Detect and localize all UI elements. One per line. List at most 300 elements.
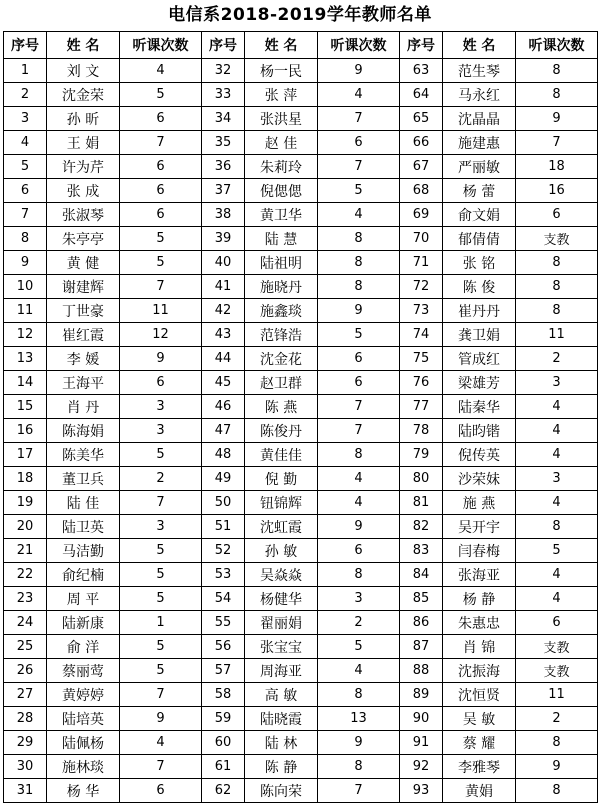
count-cell: 3 [516,371,598,395]
count-cell: 8 [318,251,400,275]
index-cell: 47 [202,419,245,443]
name-cell: 赵卫群 [245,371,318,395]
table-row [4,779,598,803]
index-cell: 59 [202,707,245,731]
index-cell: 33 [202,83,245,107]
count-cell: 9 [318,59,400,83]
index-cell: 23 [4,587,47,611]
name-cell: 陆佩杨 [47,731,120,755]
name-cell: 李雅琴 [443,755,516,779]
count-cell: 8 [516,299,598,323]
name-cell: 倪传英 [443,443,516,467]
table-row [4,611,598,635]
count-cell: 7 [120,491,202,515]
count-cell: 5 [120,659,202,683]
count-cell: 4 [516,563,598,587]
name-cell: 杨 静 [443,587,516,611]
name-cell: 崔丹丹 [443,299,516,323]
name-cell: 杨 蕾 [443,179,516,203]
index-cell: 16 [4,419,47,443]
name-cell: 沈金花 [245,347,318,371]
table-row [4,347,598,371]
header-name-1: 姓 名 [47,32,120,59]
count-cell: 5 [120,539,202,563]
count-cell: 支教 [516,635,598,659]
table-row [4,323,598,347]
index-cell: 26 [4,659,47,683]
count-cell: 8 [318,683,400,707]
name-cell: 管成红 [443,347,516,371]
name-cell: 陈 燕 [245,395,318,419]
index-cell: 3 [4,107,47,131]
count-cell: 5 [318,635,400,659]
name-cell: 许为芹 [47,155,120,179]
name-cell: 陆新康 [47,611,120,635]
header-count-1: 听课次数 [120,32,202,59]
count-cell: 4 [318,467,400,491]
index-cell: 62 [202,779,245,803]
index-cell: 85 [400,587,443,611]
index-cell: 69 [400,203,443,227]
count-cell: 7 [318,419,400,443]
table-row [4,731,598,755]
count-cell: 8 [318,227,400,251]
name-cell: 陆培英 [47,707,120,731]
index-cell: 6 [4,179,47,203]
index-cell: 87 [400,635,443,659]
name-cell: 杨 华 [47,779,120,803]
count-cell: 8 [516,251,598,275]
name-cell: 施晓丹 [245,275,318,299]
index-cell: 31 [4,779,47,803]
name-cell: 王海平 [47,371,120,395]
index-cell: 8 [4,227,47,251]
name-cell: 谢建辉 [47,275,120,299]
name-cell: 陈 静 [245,755,318,779]
count-cell: 4 [120,731,202,755]
count-cell: 4 [318,203,400,227]
count-cell: 5 [120,587,202,611]
table-row [4,683,598,707]
index-cell: 15 [4,395,47,419]
header-name-2: 姓 名 [245,32,318,59]
count-cell: 4 [516,587,598,611]
name-cell: 倪偲偲 [245,179,318,203]
count-cell: 1 [120,611,202,635]
index-cell: 45 [202,371,245,395]
table-row [4,179,598,203]
count-cell: 8 [516,515,598,539]
name-cell: 沈晶晶 [443,107,516,131]
count-cell: 9 [120,347,202,371]
count-cell: 5 [516,539,598,563]
index-cell: 51 [202,515,245,539]
count-cell: 11 [516,683,598,707]
count-cell: 8 [318,755,400,779]
index-cell: 24 [4,611,47,635]
roster-body [4,59,598,803]
table-row [4,635,598,659]
name-cell: 杨健华 [245,587,318,611]
page-title: 电信系2018-2019学年教师名单 [168,5,432,25]
count-cell: 5 [120,227,202,251]
index-cell: 13 [4,347,47,371]
count-cell: 18 [516,155,598,179]
name-cell: 黄佳佳 [245,443,318,467]
name-cell: 周海亚 [245,659,318,683]
header-row [4,32,598,59]
index-cell: 60 [202,731,245,755]
index-cell: 42 [202,299,245,323]
index-cell: 63 [400,59,443,83]
header-name-3: 姓 名 [443,32,516,59]
index-cell: 65 [400,107,443,131]
index-cell: 38 [202,203,245,227]
table-row [4,443,598,467]
name-cell: 范生琴 [443,59,516,83]
index-cell: 70 [400,227,443,251]
index-cell: 37 [202,179,245,203]
count-cell: 5 [120,251,202,275]
table-row [4,275,598,299]
count-cell: 9 [318,299,400,323]
table-row [4,371,598,395]
index-cell: 74 [400,323,443,347]
index-cell: 88 [400,659,443,683]
index-cell: 36 [202,155,245,179]
count-cell: 9 [516,107,598,131]
index-cell: 5 [4,155,47,179]
index-cell: 56 [202,635,245,659]
index-cell: 11 [4,299,47,323]
count-cell: 8 [516,731,598,755]
count-cell: 6 [318,131,400,155]
count-cell: 12 [120,323,202,347]
count-cell: 7 [318,155,400,179]
name-cell: 孙 昕 [47,107,120,131]
header-index-3: 序号 [400,32,443,59]
count-cell: 6 [120,107,202,131]
count-cell: 4 [120,59,202,83]
name-cell: 沈振海 [443,659,516,683]
name-cell: 马洁勤 [47,539,120,563]
name-cell: 陆晓霞 [245,707,318,731]
index-cell: 82 [400,515,443,539]
index-cell: 89 [400,683,443,707]
count-cell: 7 [318,107,400,131]
name-cell: 黄 健 [47,251,120,275]
name-cell: 范锋浩 [245,323,318,347]
name-cell: 丁世豪 [47,299,120,323]
name-cell: 马永红 [443,83,516,107]
index-cell: 75 [400,347,443,371]
index-cell: 61 [202,755,245,779]
index-cell: 49 [202,467,245,491]
count-cell: 6 [318,539,400,563]
name-cell: 张 萍 [245,83,318,107]
index-cell: 29 [4,731,47,755]
count-cell: 8 [516,779,598,803]
count-cell: 2 [516,347,598,371]
name-cell: 陆秦华 [443,395,516,419]
index-cell: 84 [400,563,443,587]
index-cell: 93 [400,779,443,803]
count-cell: 2 [516,707,598,731]
count-cell: 7 [120,131,202,155]
name-cell: 施建惠 [443,131,516,155]
index-cell: 53 [202,563,245,587]
table-row [4,539,598,563]
count-cell: 4 [318,83,400,107]
index-cell: 86 [400,611,443,635]
name-cell: 朱亭亭 [47,227,120,251]
index-cell: 35 [202,131,245,155]
name-cell: 吴焱焱 [245,563,318,587]
count-cell: 13 [318,707,400,731]
name-cell: 梁雄芳 [443,371,516,395]
count-cell: 6 [120,779,202,803]
index-cell: 64 [400,83,443,107]
header-count-3: 听课次数 [516,32,598,59]
name-cell: 沈恒贤 [443,683,516,707]
index-cell: 7 [4,203,47,227]
table-row [4,755,598,779]
count-cell: 6 [318,347,400,371]
count-cell: 7 [120,275,202,299]
teacher-roster-table [3,31,598,803]
index-cell: 79 [400,443,443,467]
count-cell: 9 [318,515,400,539]
table-row [4,203,598,227]
count-cell: 3 [120,419,202,443]
index-cell: 80 [400,467,443,491]
index-cell: 66 [400,131,443,155]
index-cell: 19 [4,491,47,515]
count-cell: 6 [516,611,598,635]
name-cell: 俞 洋 [47,635,120,659]
name-cell: 孙 敏 [245,539,318,563]
name-cell: 吴 敏 [443,707,516,731]
index-cell: 34 [202,107,245,131]
index-cell: 40 [202,251,245,275]
name-cell: 陆祖明 [245,251,318,275]
count-cell: 8 [318,563,400,587]
count-cell: 7 [120,755,202,779]
count-cell: 支教 [516,659,598,683]
count-cell: 4 [516,395,598,419]
name-cell: 张 铭 [443,251,516,275]
count-cell: 3 [120,515,202,539]
name-cell: 俞文娟 [443,203,516,227]
table-row [4,131,598,155]
count-cell: 8 [516,275,598,299]
name-cell: 陈向荣 [245,779,318,803]
count-cell: 8 [318,443,400,467]
index-cell: 18 [4,467,47,491]
count-cell: 5 [120,83,202,107]
table-row [4,395,598,419]
name-cell: 龚卫娟 [443,323,516,347]
table-row [4,707,598,731]
count-cell: 6 [120,203,202,227]
table-row [4,587,598,611]
index-cell: 9 [4,251,47,275]
name-cell: 陈 俊 [443,275,516,299]
name-cell: 闫春梅 [443,539,516,563]
name-cell: 陆卫英 [47,515,120,539]
name-cell: 陆昀锴 [443,419,516,443]
count-cell: 3 [516,467,598,491]
name-cell: 赵 佳 [245,131,318,155]
count-cell: 7 [120,683,202,707]
table-row [4,107,598,131]
count-cell: 11 [516,323,598,347]
name-cell: 蔡丽莺 [47,659,120,683]
index-cell: 14 [4,371,47,395]
count-cell: 9 [120,707,202,731]
name-cell: 崔红霞 [47,323,120,347]
name-cell: 钮锦辉 [245,491,318,515]
index-cell: 22 [4,563,47,587]
index-cell: 54 [202,587,245,611]
name-cell: 陈俊丹 [245,419,318,443]
index-cell: 83 [400,539,443,563]
index-cell: 10 [4,275,47,299]
index-cell: 52 [202,539,245,563]
name-cell: 肖 丹 [47,395,120,419]
count-cell: 3 [318,587,400,611]
index-cell: 17 [4,443,47,467]
count-cell: 5 [120,563,202,587]
index-cell: 43 [202,323,245,347]
table-row [4,563,598,587]
index-cell: 76 [400,371,443,395]
name-cell: 沙荣妹 [443,467,516,491]
count-cell: 支教 [516,227,598,251]
name-cell: 张淑琴 [47,203,120,227]
count-cell: 7 [318,779,400,803]
index-cell: 20 [4,515,47,539]
count-cell: 8 [516,83,598,107]
count-cell: 2 [120,467,202,491]
index-cell: 78 [400,419,443,443]
index-cell: 28 [4,707,47,731]
name-cell: 黄娟 [443,779,516,803]
count-cell: 5 [318,323,400,347]
name-cell: 郁倩倩 [443,227,516,251]
index-cell: 90 [400,707,443,731]
count-cell: 4 [318,659,400,683]
index-cell: 32 [202,59,245,83]
index-cell: 46 [202,395,245,419]
count-cell: 5 [120,635,202,659]
index-cell: 57 [202,659,245,683]
count-cell: 2 [318,611,400,635]
name-cell: 朱莉玲 [245,155,318,179]
index-cell: 92 [400,755,443,779]
name-cell: 陆 慧 [245,227,318,251]
index-cell: 81 [400,491,443,515]
header-index-2: 序号 [202,32,245,59]
index-cell: 48 [202,443,245,467]
name-cell: 沈虹霞 [245,515,318,539]
table-row [4,299,598,323]
count-cell: 6 [516,203,598,227]
index-cell: 72 [400,275,443,299]
index-cell: 50 [202,491,245,515]
name-cell: 俞纪楠 [47,563,120,587]
name-cell: 黄婷婷 [47,683,120,707]
index-cell: 30 [4,755,47,779]
name-cell: 翟丽娟 [245,611,318,635]
name-cell: 董卫兵 [47,467,120,491]
name-cell: 陆 佳 [47,491,120,515]
index-cell: 21 [4,539,47,563]
index-cell: 27 [4,683,47,707]
name-cell: 肖 锦 [443,635,516,659]
count-cell: 5 [318,179,400,203]
index-cell: 44 [202,347,245,371]
count-cell: 6 [120,179,202,203]
index-cell: 39 [202,227,245,251]
index-cell: 71 [400,251,443,275]
name-cell: 吴开宇 [443,515,516,539]
name-cell: 施林琰 [47,755,120,779]
header-count-2: 听课次数 [318,32,400,59]
index-cell: 91 [400,731,443,755]
table-row [4,419,598,443]
table-row [4,155,598,179]
count-cell: 7 [516,131,598,155]
index-cell: 1 [4,59,47,83]
index-cell: 4 [4,131,47,155]
table-row [4,515,598,539]
count-cell: 9 [516,755,598,779]
index-cell: 2 [4,83,47,107]
name-cell: 蔡 耀 [443,731,516,755]
table-row [4,491,598,515]
index-cell: 25 [4,635,47,659]
table-row [4,251,598,275]
count-cell: 7 [318,395,400,419]
name-cell: 陆 林 [245,731,318,755]
name-cell: 朱惠忠 [443,611,516,635]
count-cell: 6 [120,371,202,395]
index-cell: 68 [400,179,443,203]
count-cell: 3 [120,395,202,419]
index-cell: 77 [400,395,443,419]
count-cell: 5 [120,443,202,467]
name-cell: 陈海娟 [47,419,120,443]
index-cell: 67 [400,155,443,179]
name-cell: 李 媛 [47,347,120,371]
name-cell: 张洪星 [245,107,318,131]
count-cell: 4 [318,491,400,515]
index-cell: 55 [202,611,245,635]
name-cell: 张宝宝 [245,635,318,659]
name-cell: 沈金荣 [47,83,120,107]
count-cell: 8 [318,275,400,299]
count-cell: 4 [516,443,598,467]
count-cell: 6 [318,371,400,395]
name-cell: 施鑫琰 [245,299,318,323]
name-cell: 陈美华 [47,443,120,467]
name-cell: 严丽敏 [443,155,516,179]
count-cell: 6 [120,155,202,179]
index-cell: 58 [202,683,245,707]
name-cell: 高 敏 [245,683,318,707]
count-cell: 11 [120,299,202,323]
